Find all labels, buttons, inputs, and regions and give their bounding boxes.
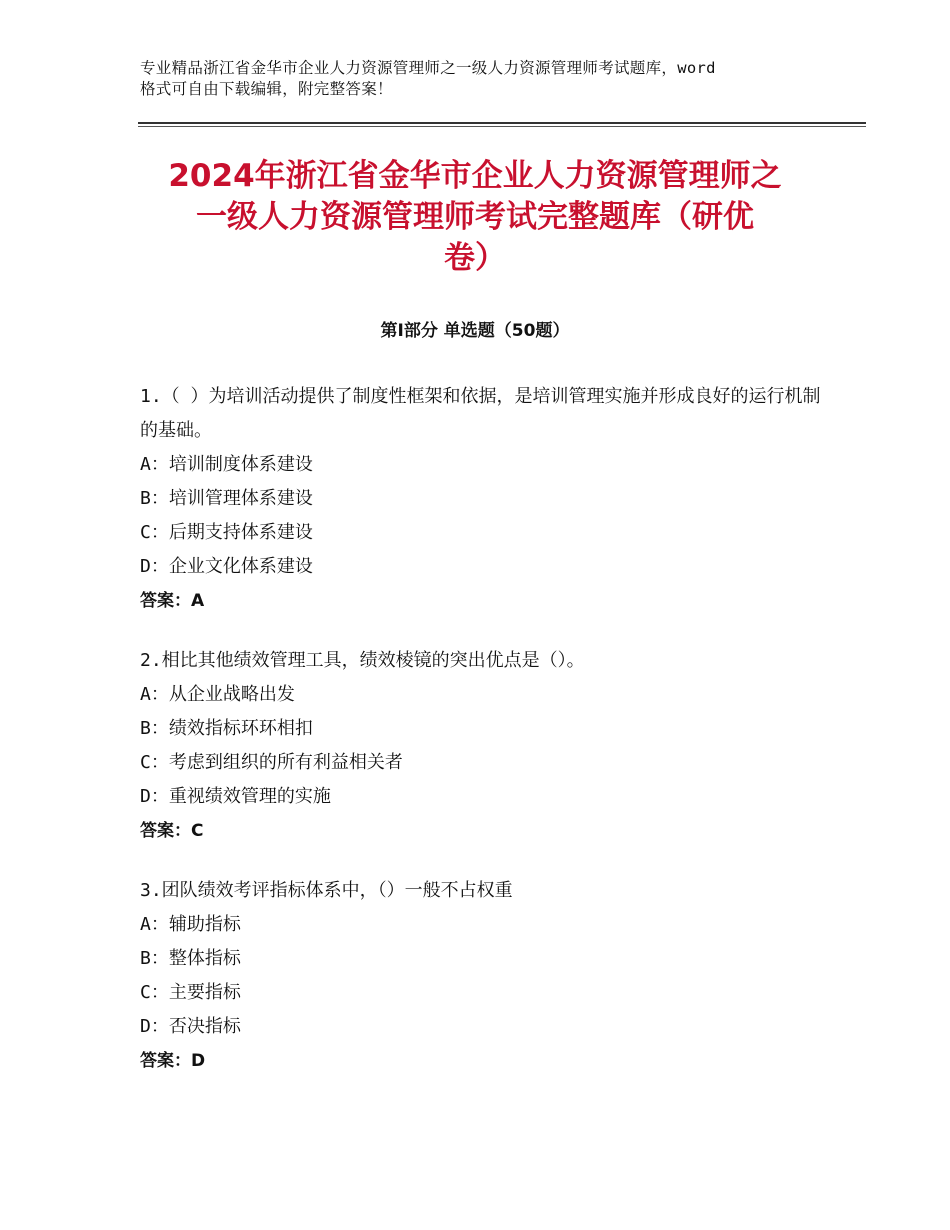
option-d: D：否决指标 xyxy=(140,1016,241,1037)
question-2 xyxy=(140,644,830,848)
question-stem: 2.相比其他绩效管理工具，绩效棱镜的突出优点是（）。 xyxy=(140,650,585,671)
option-a: A：辅助指标 xyxy=(140,914,241,935)
header-note-line-1: 专业精品浙江省金华市企业人力资源管理师之一级人力资源管理师考试题库，word xyxy=(140,59,716,77)
section-title: 第Ⅰ部分 单选题（50题） xyxy=(380,321,570,341)
answer-label: 答案：C xyxy=(140,821,204,841)
option-a: A：培训制度体系建设 xyxy=(140,454,313,475)
answer-label: 答案：D xyxy=(140,1051,206,1071)
option-b: B：培训管理体系建设 xyxy=(140,488,313,509)
option-d: D：重视绩效管理的实施 xyxy=(140,786,331,807)
title-line-2: 一级人力资源管理师考试完整题库（研优 xyxy=(196,199,754,235)
option-c: C：考虑到组织的所有利益相关者 xyxy=(140,752,403,773)
header-divider-thick xyxy=(138,122,866,124)
option-c: C：主要指标 xyxy=(140,982,241,1003)
question-3 xyxy=(140,874,830,1078)
header-note-line-2: 格式可自由下载编辑，附完整答案！ xyxy=(140,80,393,98)
question-stem: 1.（ ）为培训活动提供了制度性框架和依据，是培训管理实施并形成良好的运行机制的基础。 xyxy=(140,386,821,441)
title-line-1: 2024年浙江省金华市企业人力资源管理师之 xyxy=(168,158,782,194)
question-list xyxy=(140,380,830,1104)
question-1 xyxy=(140,380,830,618)
question-stem: 3.团队绩效考评指标体系中，（）一般不占权重 xyxy=(140,880,513,901)
option-c: C：后期支持体系建设 xyxy=(140,522,313,543)
option-b: B：整体指标 xyxy=(140,948,241,969)
option-b: B：绩效指标环环相扣 xyxy=(140,718,313,739)
option-a: A：从企业战略出发 xyxy=(140,684,295,705)
header-note xyxy=(140,58,820,100)
document-title xyxy=(120,156,830,279)
title-line-3: 卷） xyxy=(444,240,506,276)
answer-label: 答案：A xyxy=(140,591,205,611)
header-divider-thin xyxy=(138,126,866,127)
option-d: D：企业文化体系建设 xyxy=(140,556,313,577)
